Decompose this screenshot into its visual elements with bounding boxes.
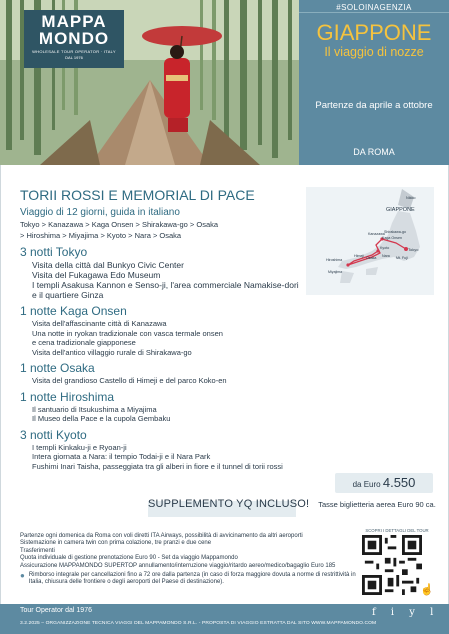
stage-line: Fushimi Inari Taisha, passeggiata tra gli alberi in fiore e il tunnel di torii rossi xyxy=(32,461,283,471)
note-line: Trasferimenti xyxy=(20,547,55,554)
note-line: Partenze ogni domenica da Roma con voli diretti ITA Airways, possibilità di avvicinamento da altri aeroporti xyxy=(20,533,303,539)
stage-line: Il Museo della Pace e la cupola Gembaku xyxy=(32,414,171,423)
hand-pointer-icon: ☝ xyxy=(420,584,434,596)
stage-line: e il quartiere Ginza xyxy=(32,290,104,300)
map-place: Kaga Onsen xyxy=(382,236,402,240)
notes-list xyxy=(20,533,365,570)
stage-item xyxy=(20,390,320,424)
map-place: Tokyo xyxy=(408,247,419,252)
tour-subtitle: Viaggio di 12 giorni, guida in italiano xyxy=(20,207,180,218)
map-place: Kanazawa xyxy=(368,232,385,236)
refund-note xyxy=(20,572,365,587)
note-line: Assicurazione MAPPAMONDO SUPERTOP annullamento/interruzione viaggio/ritardo aereo/medico/bagaglio Euro 185 xyxy=(20,562,336,569)
stage-line: Visita del grandioso Castello di Himeji e del parco Koko-en xyxy=(32,376,227,385)
stage-line: Il santuario di Itsukushima a Miyajima xyxy=(32,404,157,414)
footer-legal: 3.2.2025 – ORGANIZZAZIONE TECNICA VIAGGI DEL MAPPAMONDO S.R.L. - PROPOSTA DI VIAGGIO ESTRATTA DAL SITO WWW.MAPPAMONDO.COM xyxy=(20,621,377,626)
stage-item xyxy=(20,304,320,357)
qr-label: SCOPRI I DETTAGLI DEL TOUR xyxy=(365,528,429,533)
price-prefix: da Euro xyxy=(352,480,381,489)
stage-title: 1 notte Kaga Onsen xyxy=(20,304,127,318)
map-place: Kyoto xyxy=(380,246,390,250)
supplement-label: SUPPLEMENTO YQ INCLUSO! xyxy=(148,498,310,510)
stage-line: Intera giornata a Nara: il tempio Todai-ji e il Nara Park xyxy=(32,452,211,461)
refund-text: Rimborso integrale per cancellazioni fino a 72 ore dalla partenza (in caso di forza maggiore dovuta a norme di restrittività in Italia, chiusura delle frontiere o degli aeroporti del Paese di destinazione). xyxy=(28,572,356,586)
mappamondo-logo[interactable] xyxy=(24,10,124,68)
map-place: Nara xyxy=(382,254,390,258)
map-place: Nikko xyxy=(406,196,416,200)
route-map xyxy=(306,187,434,295)
departure-dates: Partenze da aprile a ottobre xyxy=(315,100,433,111)
supplement-note: Tasse biglietteria aerea Euro 90 ca. xyxy=(318,500,436,509)
map-place: Mt. Fuji xyxy=(396,256,408,260)
map-place: Hiroshima xyxy=(326,258,343,262)
divider xyxy=(299,12,449,13)
map-place: Himeji xyxy=(354,254,364,258)
tour-route: Tokyo > Kanazawa > Kaga Onsen > Shirakawa-go > Osaka xyxy=(20,220,219,229)
qr-code-icon[interactable] xyxy=(362,535,422,595)
stage-item xyxy=(20,245,320,300)
note-line: Sistemazione in camera twin con prima colazione, tre pranzi e due cene xyxy=(20,540,212,547)
qr-box[interactable] xyxy=(362,528,432,604)
stage-line: Visita del Fukagawa Edo Museum xyxy=(32,270,161,280)
footer xyxy=(0,604,449,634)
price-badge xyxy=(335,473,433,493)
notes-block xyxy=(20,533,365,587)
map-place: Osaka xyxy=(366,256,377,260)
map-place: Miyajima xyxy=(328,270,343,274)
bullet-icon: ● xyxy=(20,571,25,581)
tour-content xyxy=(20,187,320,471)
departure-city: DA ROMA xyxy=(353,147,395,157)
map-place: Shirakawa-go xyxy=(384,230,406,234)
supplement-row xyxy=(148,498,448,510)
logo-tagline: WHOLESALE TOUR OPERATOR · ITALY xyxy=(32,49,116,54)
logo-line-1: MAPPA xyxy=(41,12,107,31)
stage-line: Visita dell'antico villaggio rurale di Shirakawa-go xyxy=(32,347,192,357)
tour-title: TORII ROSSI E MEMORIAL DI PACE xyxy=(20,187,255,203)
destination-subtitle: Il viaggio di nozze xyxy=(324,45,424,59)
stage-line: Visita dell'affascinante città di Kanazawa xyxy=(32,319,167,328)
tour-route: > Hiroshima > Miyajima > Kyoto > Nara > Osaka xyxy=(20,231,182,240)
price-amount: 4.550 xyxy=(382,475,416,490)
map-label: GIAPPONE xyxy=(386,207,415,213)
stage-line: Visita della città dal Bunkyo Civic Center xyxy=(32,260,184,270)
stages-list xyxy=(20,245,320,471)
logo-line-2: MONDO xyxy=(38,29,110,48)
japan-map xyxy=(306,187,434,295)
stage-title: 1 notte Hiroshima xyxy=(20,389,115,404)
logo-since: DAL 1976 xyxy=(65,55,83,60)
stage-line: e cena tradizionale giapponese xyxy=(32,338,136,347)
stage-title: 1 notte Osaka xyxy=(20,361,95,375)
stage-item xyxy=(20,428,320,472)
hashtag: #SOLOINAGENZIA xyxy=(336,3,412,12)
footer-since: Tour Operator dal 1976 xyxy=(20,607,92,614)
stage-item xyxy=(20,361,320,386)
stage-line: I templi Asakusa Kannon e Senso-ji, l'area commerciale Namakise-dori xyxy=(32,280,299,290)
stage-line: I templi Kinkaku-ji e Ryoan-ji xyxy=(32,442,127,452)
note-line: Quota individuale di gestione prenotazione Euro 90 - Set da viaggio Mappamondo xyxy=(20,555,238,562)
social-icons[interactable]: f i y l xyxy=(372,607,440,618)
destination-title: GIAPPONE xyxy=(316,20,432,45)
stage-title: 3 notti Tokyo xyxy=(20,245,88,259)
header-panel xyxy=(299,0,449,165)
stage-title: 3 notti Kyoto xyxy=(20,427,87,442)
stage-line: Una notte in ryokan tradizionale con vasca termale onsen xyxy=(32,328,223,338)
